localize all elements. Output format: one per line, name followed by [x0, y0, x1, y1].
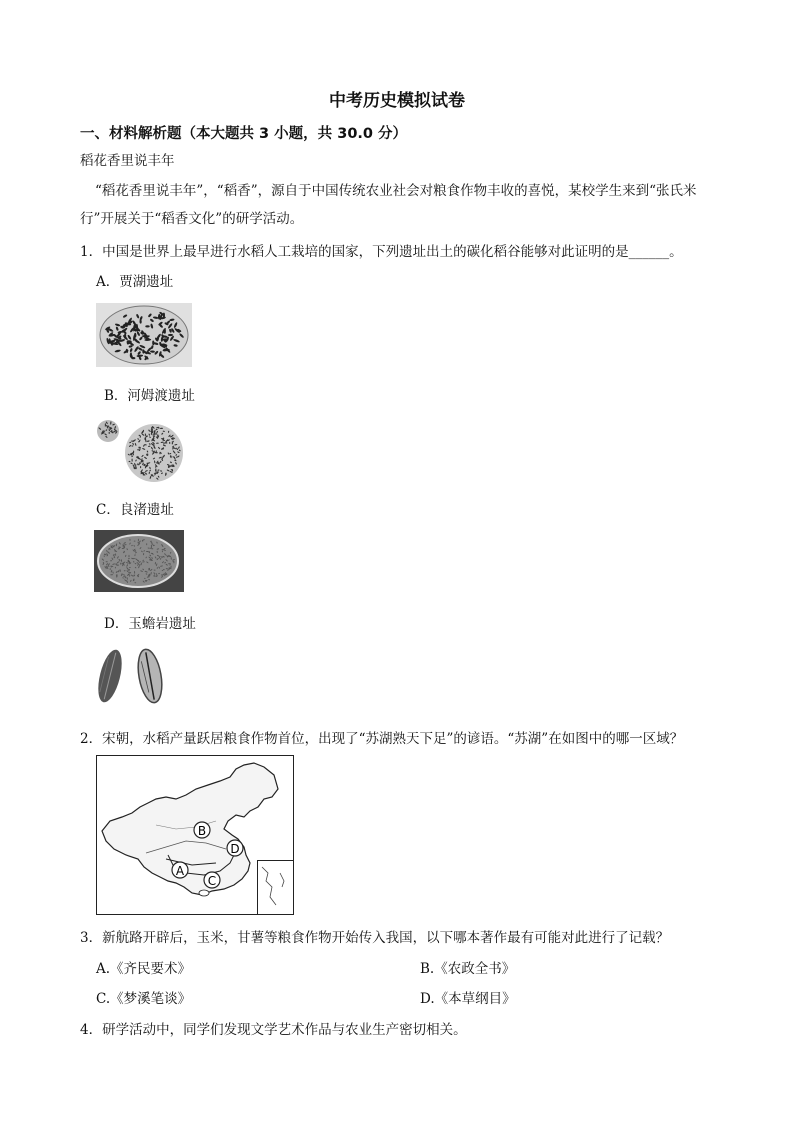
question-3-stem: 3．新航路开辟后，玉米，甘薯等粮食作物开始传入我国，以下哪本著作最有可能对此进行了记载？: [80, 930, 670, 946]
region-marker-d: [227, 840, 243, 856]
intro-line-1: “稻花香里说丰年”，“稻香”，源自于中国传统农业社会对粮食作物丰收的喜悦，某校学生来到“张氏米: [95, 183, 697, 199]
question-2-stem: 2．宋朝，水稻产量跃居粮食作物首位，出现了“苏湖熟天下足”的谚语。“苏湖”在如图中的哪一区域？: [80, 731, 684, 747]
q3-option-a: A.《齐民要术》: [96, 961, 192, 977]
page-title: 中考历史模拟试卷: [329, 91, 465, 111]
q1-option-a: A．贾湖遗址: [96, 274, 174, 290]
section-heading: 一、材料解析题（本大题共 3 小题，共 30.0 分）: [80, 126, 408, 142]
q3-option-b: B.《农政全书》: [420, 961, 516, 977]
china-map: [96, 755, 294, 915]
rice-grains-photo-d: [92, 646, 172, 708]
question-1-stem: 1．中国是世界上最早进行水稻人工栽培的国家，下列遗址出土的碳化稻谷能够对此证明的是______。: [80, 244, 683, 260]
rice-grains-photo-b: [94, 417, 190, 483]
region-marker-c: [204, 872, 220, 888]
svg-text:A: A: [175, 864, 185, 878]
q1-option-b: B．河姆渡遗址: [104, 388, 195, 404]
rice-grains-photo-a: [96, 303, 192, 367]
svg-text:B: B: [197, 824, 207, 838]
region-marker-b: [194, 822, 210, 838]
region-marker-a: [172, 862, 188, 878]
rice-grains-photo-c: [94, 530, 184, 592]
q3-option-c: C.《梦溪笔谈》: [96, 991, 192, 1007]
q1-option-d: D．玉蟾岩遗址: [104, 616, 196, 632]
svg-text:C: C: [207, 874, 217, 888]
intro-line-2: 行”开展关于“稻香文化”的研学活动。: [80, 211, 304, 227]
q1-option-c: C．良渚遗址: [96, 502, 174, 518]
svg-text:D: D: [230, 842, 240, 856]
material-title: 稻花香里说丰年: [80, 153, 175, 169]
question-4-stem: 4．研学活动中，同学们发现文学艺术作品与农业生产密切相关。: [80, 1022, 467, 1038]
q3-option-d: D.《本草纲目》: [420, 991, 516, 1007]
